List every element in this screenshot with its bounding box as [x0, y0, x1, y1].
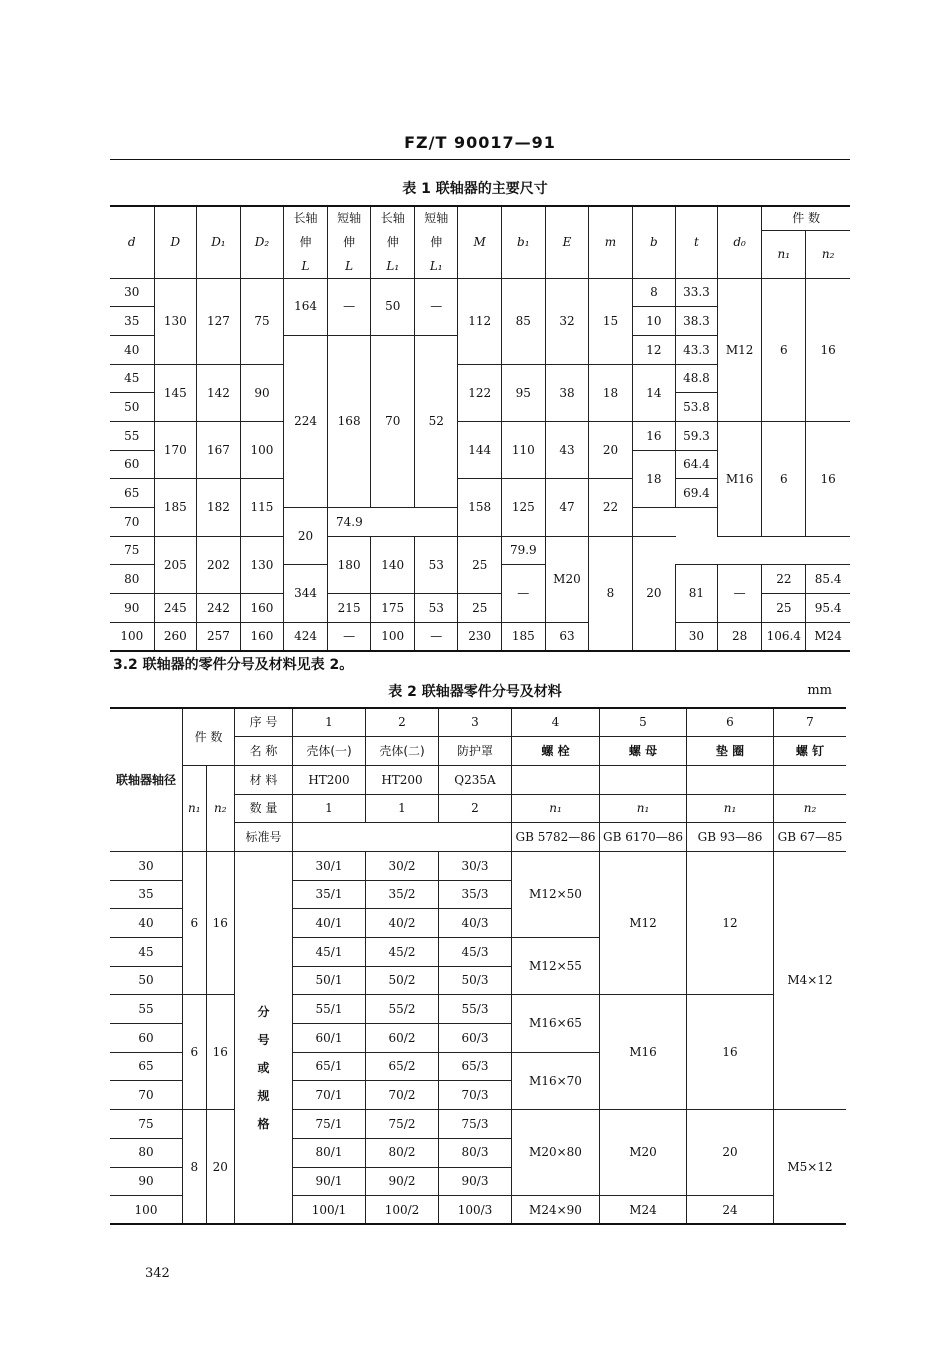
- cell-diameter: 70: [110, 1081, 183, 1110]
- cell-D2: 90: [240, 364, 284, 421]
- cell-part3: 80/3: [439, 1138, 512, 1167]
- cell-d: 65: [110, 479, 154, 508]
- th-seq-3: 3: [439, 708, 512, 737]
- cell-t: 69.4: [676, 479, 718, 508]
- cell-D: 185: [154, 479, 197, 536]
- cell-D1: 127: [197, 278, 241, 364]
- th-standard-5: GB 6170—86: [600, 823, 687, 852]
- cell-M: 158: [458, 479, 502, 536]
- cell-M: 180: [327, 536, 371, 593]
- cell-b: 14: [632, 364, 675, 421]
- th-short-L1-1: 短轴: [415, 206, 458, 230]
- cell-E: 43: [545, 421, 589, 478]
- cell-d0: M16: [717, 421, 762, 536]
- cell-b1: 110: [501, 421, 545, 478]
- th-material-7: [774, 765, 847, 794]
- cell-D1: 182: [197, 479, 241, 536]
- vertical-label-char: 分: [257, 1004, 270, 1019]
- cell-n2: 16: [206, 995, 234, 1110]
- cell-part2: 75/2: [366, 1110, 439, 1139]
- cell-D2: 100: [240, 421, 284, 478]
- cell-part1: 30/1: [293, 851, 366, 880]
- th-standard-1-3: [293, 823, 512, 852]
- th-axis-diameter: 联轴器轴径: [110, 708, 183, 851]
- cell-L1-short: —: [415, 278, 458, 335]
- cell-D2: 160: [240, 622, 284, 651]
- th-name: 名 称: [235, 737, 293, 766]
- cell-vertical-label: [235, 851, 293, 1224]
- cell-m: 25: [458, 594, 502, 623]
- cell-screw: M4×12: [774, 851, 847, 1109]
- cell-t: 95.4: [806, 594, 850, 623]
- cell-part1: 80/1: [293, 1138, 366, 1167]
- th-qty-3: 2: [439, 794, 512, 823]
- cell-part2: 50/2: [366, 966, 439, 995]
- cell-L1-short: 52: [415, 335, 458, 507]
- cell-D2: 160: [240, 594, 284, 623]
- cell-bolt: M16×70: [512, 1052, 600, 1109]
- vertical-label-char: 或: [257, 1060, 270, 1075]
- cell-washer: 16: [687, 995, 774, 1110]
- cell-b1: 85: [501, 278, 545, 364]
- table1-main-dimensions: [110, 205, 850, 652]
- cell-D: 260: [154, 622, 197, 651]
- th-standard-4: GB 5782—86: [512, 823, 600, 852]
- cell-d0: M24: [806, 622, 850, 651]
- th-seq-1: 1: [293, 708, 366, 737]
- cell-L-short: —: [501, 565, 545, 622]
- cell-part3: 50/3: [439, 966, 512, 995]
- cell-M: 230: [458, 622, 502, 651]
- cell-E: 38: [545, 364, 589, 421]
- cell-D: 245: [154, 594, 197, 623]
- cell-part2: 80/2: [366, 1138, 439, 1167]
- cell-E: 47: [545, 479, 589, 536]
- th-seq-4: 4: [512, 708, 600, 737]
- th-seq: 序 号: [235, 708, 293, 737]
- cell-part3: 90/3: [439, 1167, 512, 1196]
- cell-part3: 60/3: [439, 1024, 512, 1053]
- cell-b: 12: [632, 335, 675, 364]
- cell-D: 130: [154, 278, 197, 364]
- cell-part2: 65/2: [366, 1052, 439, 1081]
- cell-b: 16: [632, 421, 675, 450]
- cell-M: 122: [458, 364, 502, 421]
- cell-m: 15: [589, 278, 632, 364]
- th-M: M: [458, 206, 502, 278]
- th-material-6: [687, 765, 774, 794]
- cell-diameter: 100: [110, 1196, 183, 1225]
- section-3-2-text: 3.2 联轴器的零件分号及材料见表 2。: [113, 657, 354, 673]
- cell-L-long: 164: [284, 278, 328, 335]
- cell-part1: 55/1: [293, 995, 366, 1024]
- cell-part2: 100/2: [366, 1196, 439, 1225]
- th-standard-7: GB 67—85: [774, 823, 847, 852]
- cell-bolt: M24×90: [512, 1196, 600, 1225]
- th-count: 件 数: [762, 206, 850, 230]
- cell-b: 25: [762, 594, 806, 623]
- cell-part1: 35/1: [293, 880, 366, 909]
- th-short-L1-2: 伸: [415, 230, 458, 254]
- cell-diameter: 45: [110, 938, 183, 967]
- th-D1: D₁: [197, 206, 241, 278]
- th-qty-5: n₁: [600, 794, 687, 823]
- cell-m: 30: [676, 622, 718, 651]
- th-seq-2: 2: [366, 708, 439, 737]
- th-seq-6: 6: [687, 708, 774, 737]
- cell-screw: M5×12: [774, 1110, 847, 1225]
- cell-d: 55: [110, 421, 154, 450]
- cell-b: 20: [284, 508, 328, 565]
- th-material: 材 料: [235, 765, 293, 794]
- cell-n2: 16: [206, 851, 234, 994]
- cell-washer: 12: [687, 851, 774, 994]
- th-name-6: 垫 圈: [687, 737, 774, 766]
- cell-t: 85.4: [806, 565, 850, 594]
- cell-t: 64.4: [676, 450, 718, 479]
- cell-d: 90: [110, 594, 154, 623]
- cell-D1: 242: [197, 594, 241, 623]
- cell-diameter: 60: [110, 1024, 183, 1053]
- cell-n1: 8: [589, 536, 632, 651]
- cell-t: 43.3: [676, 335, 718, 364]
- th-n1: n₁: [183, 765, 207, 851]
- cell-part2: 35/2: [366, 880, 439, 909]
- cell-d: 60: [110, 450, 154, 479]
- cell-nut: M24: [600, 1196, 687, 1225]
- th-short-L-1: 短轴: [327, 206, 371, 230]
- cell-b1: 140: [371, 536, 415, 593]
- cell-part3: 65/3: [439, 1052, 512, 1081]
- cell-b1: 175: [371, 594, 415, 623]
- cell-part1: 65/1: [293, 1052, 366, 1081]
- table2-unit: mm: [807, 683, 832, 698]
- cell-D1: 257: [197, 622, 241, 651]
- th-quantity: 数 量: [235, 794, 293, 823]
- cell-b: 22: [762, 565, 806, 594]
- cell-d: 80: [110, 565, 154, 594]
- th-long-L-2: 伸: [284, 230, 328, 254]
- cell-diameter: 30: [110, 851, 183, 880]
- cell-diameter: 40: [110, 909, 183, 938]
- cell-part2: 90/2: [366, 1167, 439, 1196]
- cell-part1: 40/1: [293, 909, 366, 938]
- cell-L1-long: 50: [371, 278, 415, 335]
- th-name-3: 防护罩: [439, 737, 512, 766]
- cell-L-short: 168: [327, 335, 371, 507]
- cell-d: 40: [110, 335, 154, 364]
- cell-n2: 20: [206, 1110, 234, 1225]
- vertical-label-char: 格: [257, 1116, 270, 1131]
- cell-m: 22: [589, 479, 632, 536]
- cell-n1: 6: [762, 421, 806, 536]
- cell-E: 53: [415, 594, 458, 623]
- cell-diameter: 50: [110, 966, 183, 995]
- cell-part2: 45/2: [366, 938, 439, 967]
- page-number: 342: [145, 1266, 170, 1281]
- cell-n1: 6: [762, 278, 806, 421]
- cell-part3: 55/3: [439, 995, 512, 1024]
- th-qty-1: 1: [293, 794, 366, 823]
- th-seq-7: 7: [774, 708, 847, 737]
- cell-L1-long: 81: [676, 565, 718, 622]
- th-b: b: [632, 206, 675, 278]
- th-short-L1-3: L₁: [415, 254, 458, 278]
- th-n2: n₂: [806, 230, 850, 278]
- cell-n2: 16: [806, 278, 850, 421]
- cell-diameter: 35: [110, 880, 183, 909]
- th-name-1: 壳体(一): [293, 737, 366, 766]
- th-qty-6: n₁: [687, 794, 774, 823]
- cell-d0: M20: [545, 536, 589, 622]
- th-short-L-2: 伸: [327, 230, 371, 254]
- standard-number-header: FZ/T 90017—91: [404, 133, 556, 152]
- cell-D: 205: [154, 536, 197, 593]
- cell-D2: 115: [240, 479, 284, 536]
- cell-D1: 167: [197, 421, 241, 478]
- cell-nut: M12: [600, 851, 687, 994]
- cell-t: 53.8: [676, 393, 718, 422]
- cell-D2: 75: [240, 278, 284, 364]
- th-material-2: HT200: [366, 765, 439, 794]
- cell-L1-short: —: [717, 565, 762, 622]
- table2-parts-materials: [110, 707, 846, 1225]
- cell-diameter: 90: [110, 1167, 183, 1196]
- cell-b1: 125: [501, 479, 545, 536]
- cell-part3: 70/3: [439, 1081, 512, 1110]
- cell-part3: 40/3: [439, 909, 512, 938]
- cell-washer: 24: [687, 1196, 774, 1225]
- th-n2: n₂: [206, 765, 234, 851]
- cell-diameter: 80: [110, 1138, 183, 1167]
- cell-E: 53: [415, 536, 458, 593]
- cell-d: 35: [110, 307, 154, 336]
- cell-part1: 75/1: [293, 1110, 366, 1139]
- th-d: d: [110, 206, 154, 278]
- cell-part1: 60/1: [293, 1024, 366, 1053]
- table1-caption: 表 1 联轴器的主要尺寸: [402, 181, 548, 197]
- th-long-L1-1: 长轴: [371, 206, 415, 230]
- cell-D: 170: [154, 421, 197, 478]
- cell-d: 45: [110, 364, 154, 393]
- cell-part3: 45/3: [439, 938, 512, 967]
- cell-m: 25: [458, 536, 502, 593]
- cell-E: 32: [545, 278, 589, 364]
- cell-bolt: M20×80: [512, 1110, 600, 1196]
- th-b1: b₁: [501, 206, 545, 278]
- vertical-label-char: 号: [257, 1032, 270, 1047]
- cell-b: 10: [632, 307, 675, 336]
- cell-b: 8: [632, 278, 675, 307]
- cell-b: 28: [717, 622, 762, 651]
- cell-part3: 100/3: [439, 1196, 512, 1225]
- th-material-3: Q235A: [439, 765, 512, 794]
- cell-E: 63: [545, 622, 589, 651]
- th-m: m: [589, 206, 632, 278]
- cell-t: 33.3: [676, 278, 718, 307]
- th-E: E: [545, 206, 589, 278]
- cell-L-long: 224: [284, 335, 328, 507]
- cell-part2: 40/2: [366, 909, 439, 938]
- cell-D1: 142: [197, 364, 241, 421]
- header-rule: [110, 159, 850, 160]
- cell-m: 20: [589, 421, 632, 478]
- cell-n2: 20: [632, 536, 675, 651]
- cell-part3: 35/3: [439, 880, 512, 909]
- cell-D1: 202: [197, 536, 241, 593]
- cell-d: 70: [110, 508, 154, 537]
- th-long-L1-2: 伸: [371, 230, 415, 254]
- th-material-4: [512, 765, 600, 794]
- cell-D: 145: [154, 364, 197, 421]
- cell-b: 18: [632, 450, 675, 507]
- cell-n1: 6: [183, 995, 207, 1110]
- cell-d: 50: [110, 393, 154, 422]
- cell-nut: M20: [600, 1110, 687, 1196]
- cell-m: 18: [589, 364, 632, 421]
- cell-n1: 6: [183, 851, 207, 994]
- cell-part3: 75/3: [439, 1110, 512, 1139]
- cell-D2: 130: [240, 536, 284, 593]
- cell-part1: 50/1: [293, 966, 366, 995]
- th-short-L-3: L: [327, 254, 371, 278]
- cell-L1-long: 70: [371, 335, 415, 507]
- cell-diameter: 55: [110, 995, 183, 1024]
- cell-t: 38.3: [676, 307, 718, 336]
- th-t: t: [676, 206, 718, 278]
- cell-part2: 55/2: [366, 995, 439, 1024]
- th-name-2: 壳体(二): [366, 737, 439, 766]
- cell-d: 75: [110, 536, 154, 565]
- th-material-1: HT200: [293, 765, 366, 794]
- th-standard-6: GB 93—86: [687, 823, 774, 852]
- cell-M: 144: [458, 421, 502, 478]
- cell-diameter: 75: [110, 1110, 183, 1139]
- cell-part2: 30/2: [366, 851, 439, 880]
- th-name-7: 螺 钉: [774, 737, 847, 766]
- cell-L-long: 424: [284, 622, 328, 651]
- th-qty-7: n₂: [774, 794, 847, 823]
- th-standard: 标准号: [235, 823, 293, 852]
- th-seq-5: 5: [600, 708, 687, 737]
- cell-washer: 20: [687, 1110, 774, 1196]
- cell-M: 215: [327, 594, 371, 623]
- cell-n1: 8: [183, 1110, 207, 1225]
- cell-n2: 16: [806, 421, 850, 536]
- th-long-L-3: L: [284, 254, 328, 278]
- cell-d: 100: [110, 622, 154, 651]
- cell-part3: 30/3: [439, 851, 512, 880]
- cell-L1-short: —: [415, 622, 458, 651]
- cell-t: 106.4: [762, 622, 806, 651]
- cell-L1-long: 100: [371, 622, 415, 651]
- cell-part1: 45/1: [293, 938, 366, 967]
- th-D: D: [154, 206, 197, 278]
- cell-L-long: 344: [284, 565, 328, 622]
- cell-bolt: M12×55: [512, 938, 600, 995]
- cell-bolt: M12×50: [512, 851, 600, 937]
- th-count: 件 数: [183, 708, 235, 765]
- th-long-L-1: 长轴: [284, 206, 328, 230]
- th-n1: n₁: [762, 230, 806, 278]
- cell-b1: 185: [501, 622, 545, 651]
- th-qty-4: n₁: [512, 794, 600, 823]
- cell-d: 30: [110, 278, 154, 307]
- th-name-5: 螺 母: [600, 737, 687, 766]
- th-name-4: 螺 栓: [512, 737, 600, 766]
- cell-t: 74.9: [327, 508, 371, 537]
- cell-part2: 70/2: [366, 1081, 439, 1110]
- cell-t: 59.3: [676, 421, 718, 450]
- th-material-5: [600, 765, 687, 794]
- cell-L-short: —: [327, 622, 371, 651]
- cell-diameter: 65: [110, 1052, 183, 1081]
- th-long-L1-3: L₁: [371, 254, 415, 278]
- table2-caption: 表 2 联轴器零件分号及材料: [388, 684, 562, 700]
- cell-b1: 95: [501, 364, 545, 421]
- cell-t: 79.9: [501, 536, 545, 565]
- cell-nut: M16: [600, 995, 687, 1110]
- cell-part1: 70/1: [293, 1081, 366, 1110]
- cell-d0: M12: [717, 278, 762, 421]
- cell-part2: 60/2: [366, 1024, 439, 1053]
- cell-bolt: M16×65: [512, 995, 600, 1052]
- th-D2: D₂: [240, 206, 284, 278]
- cell-part1: 90/1: [293, 1167, 366, 1196]
- cell-part1: 100/1: [293, 1196, 366, 1225]
- th-d0: d₀: [717, 206, 762, 278]
- cell-M: 112: [458, 278, 502, 364]
- cell-t: 48.8: [676, 364, 718, 393]
- cell-L-short: —: [327, 278, 371, 335]
- th-qty-2: 1: [366, 794, 439, 823]
- vertical-label-char: 规: [257, 1088, 270, 1103]
